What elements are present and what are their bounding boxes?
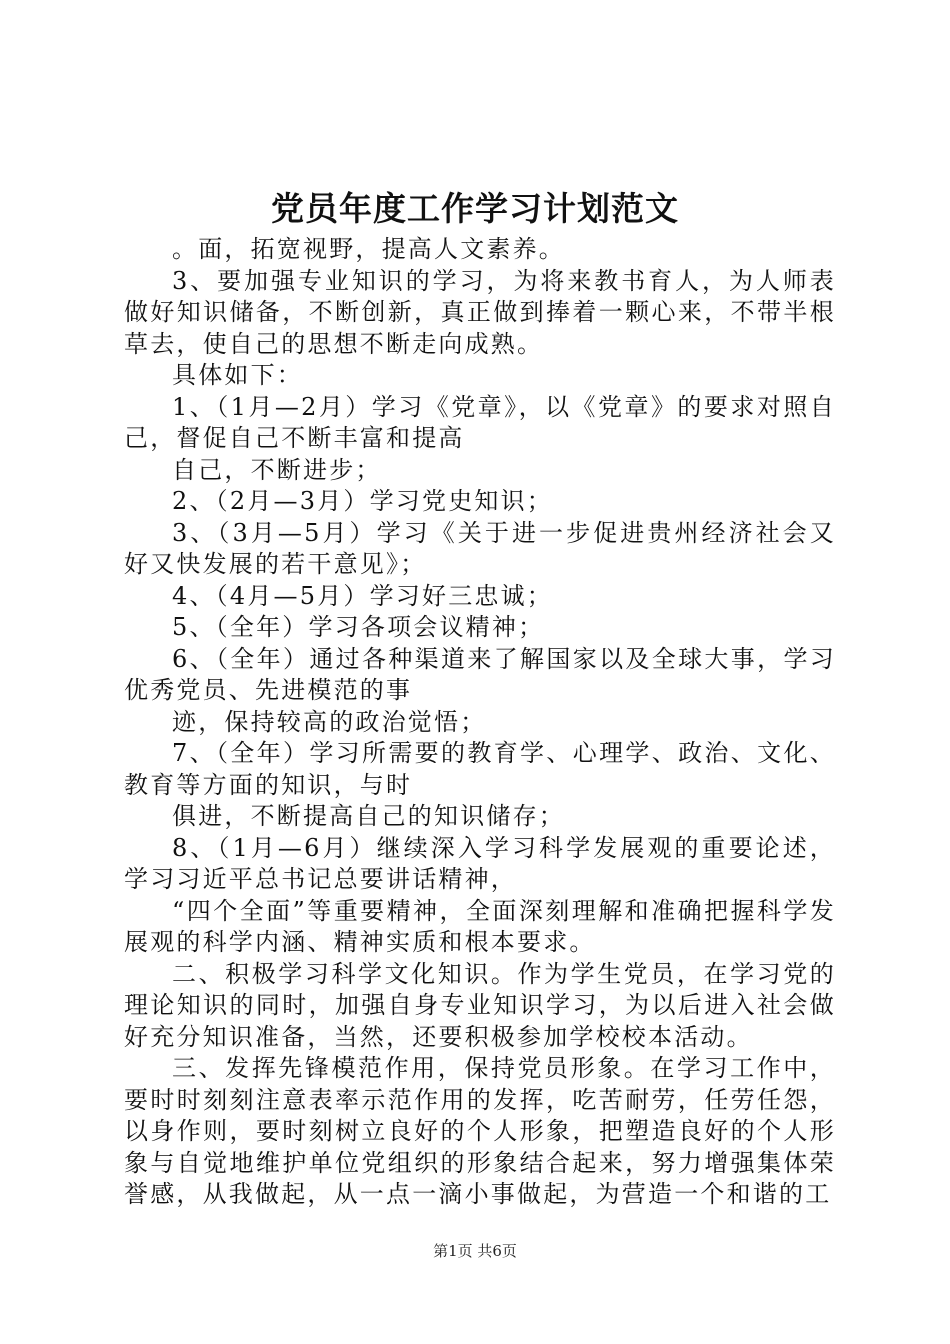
document-title: 党员年度工作学习计划范文 — [271, 189, 679, 228]
paragraph: 5、（全年）学习各项会议精神； — [172, 613, 545, 641]
page-footer: 第1页 共6页 — [433, 1242, 517, 1260]
paragraph: 2、（2月—3月）学习党史知识； — [172, 487, 554, 515]
paragraph: 迹，保持较高的政治觉悟； — [172, 707, 487, 736]
document-body — [124, 234, 836, 1211]
paragraph: 具体如下： — [172, 361, 303, 389]
paragraph: 3、（3月—5月）学习《关于进一步促进贵州经济社会又好又快发展的若干意见》； — [124, 518, 836, 578]
paragraph: 二、积极学习科学文化知识。作为学生党员，在学习党的理论知识的同时，加强自身专业知识学习，为以后进入社会做好充分知识准备，当然，还要积极参加学校校本活动。 — [124, 959, 836, 1051]
paragraph: 7、（全年）学习所需要的教育学、心理学、政治、文化、教育等方面的知识，与时 — [124, 739, 836, 799]
paragraph: 8、（1月—6月）继续深入学习科学发展观的重要论述，学习习近平总书记总要讲话精神， — [124, 833, 836, 893]
paragraph: 4、（4月—5月）学习好三忠诚； — [172, 581, 554, 610]
paragraph: 俱进，不断提高自己的知识储存； — [172, 802, 565, 830]
paragraph: 1、（1月—2月）学习《党章》，以《党章》的要求对照自己，督促自己不断丰富和提高 — [124, 392, 836, 452]
paragraph: 3、要加强专业知识的学习，为将来教书育人，为人师表做好知识储备，不断创新，真正做到捧着一颗心来，不带半根草去，使自己的思想不断走向成熟。 — [124, 266, 836, 358]
paragraph: 6、（全年）通过各种渠道来了解国家以及全球大事，学习优秀党员、先进模范的事 — [124, 644, 836, 704]
paragraph: 自己，不断进步； — [172, 455, 382, 484]
paragraph: “四个全面”等重要精神，全面深刻理解和准确把握科学发展观的科学内涵、精神实质和根本要求。 — [124, 896, 836, 956]
paragraph: 三、发挥先锋模范作用，保持党员形象。在学习工作中，要时时刻刻注意表率示范作用的发挥，吃苦耐劳，任劳任怨，以身作则，要时刻树立良好的个人形象，把塑造良好的个人形象与自觉地维护单位党组织的形象结合起来，努力增强集体荣誉感，从我做起，从一点一滴小事做起，为营造一个和谐的工 — [124, 1054, 836, 1208]
paragraph: 。面，拓宽视野，提高人文素养。 — [172, 235, 565, 263]
